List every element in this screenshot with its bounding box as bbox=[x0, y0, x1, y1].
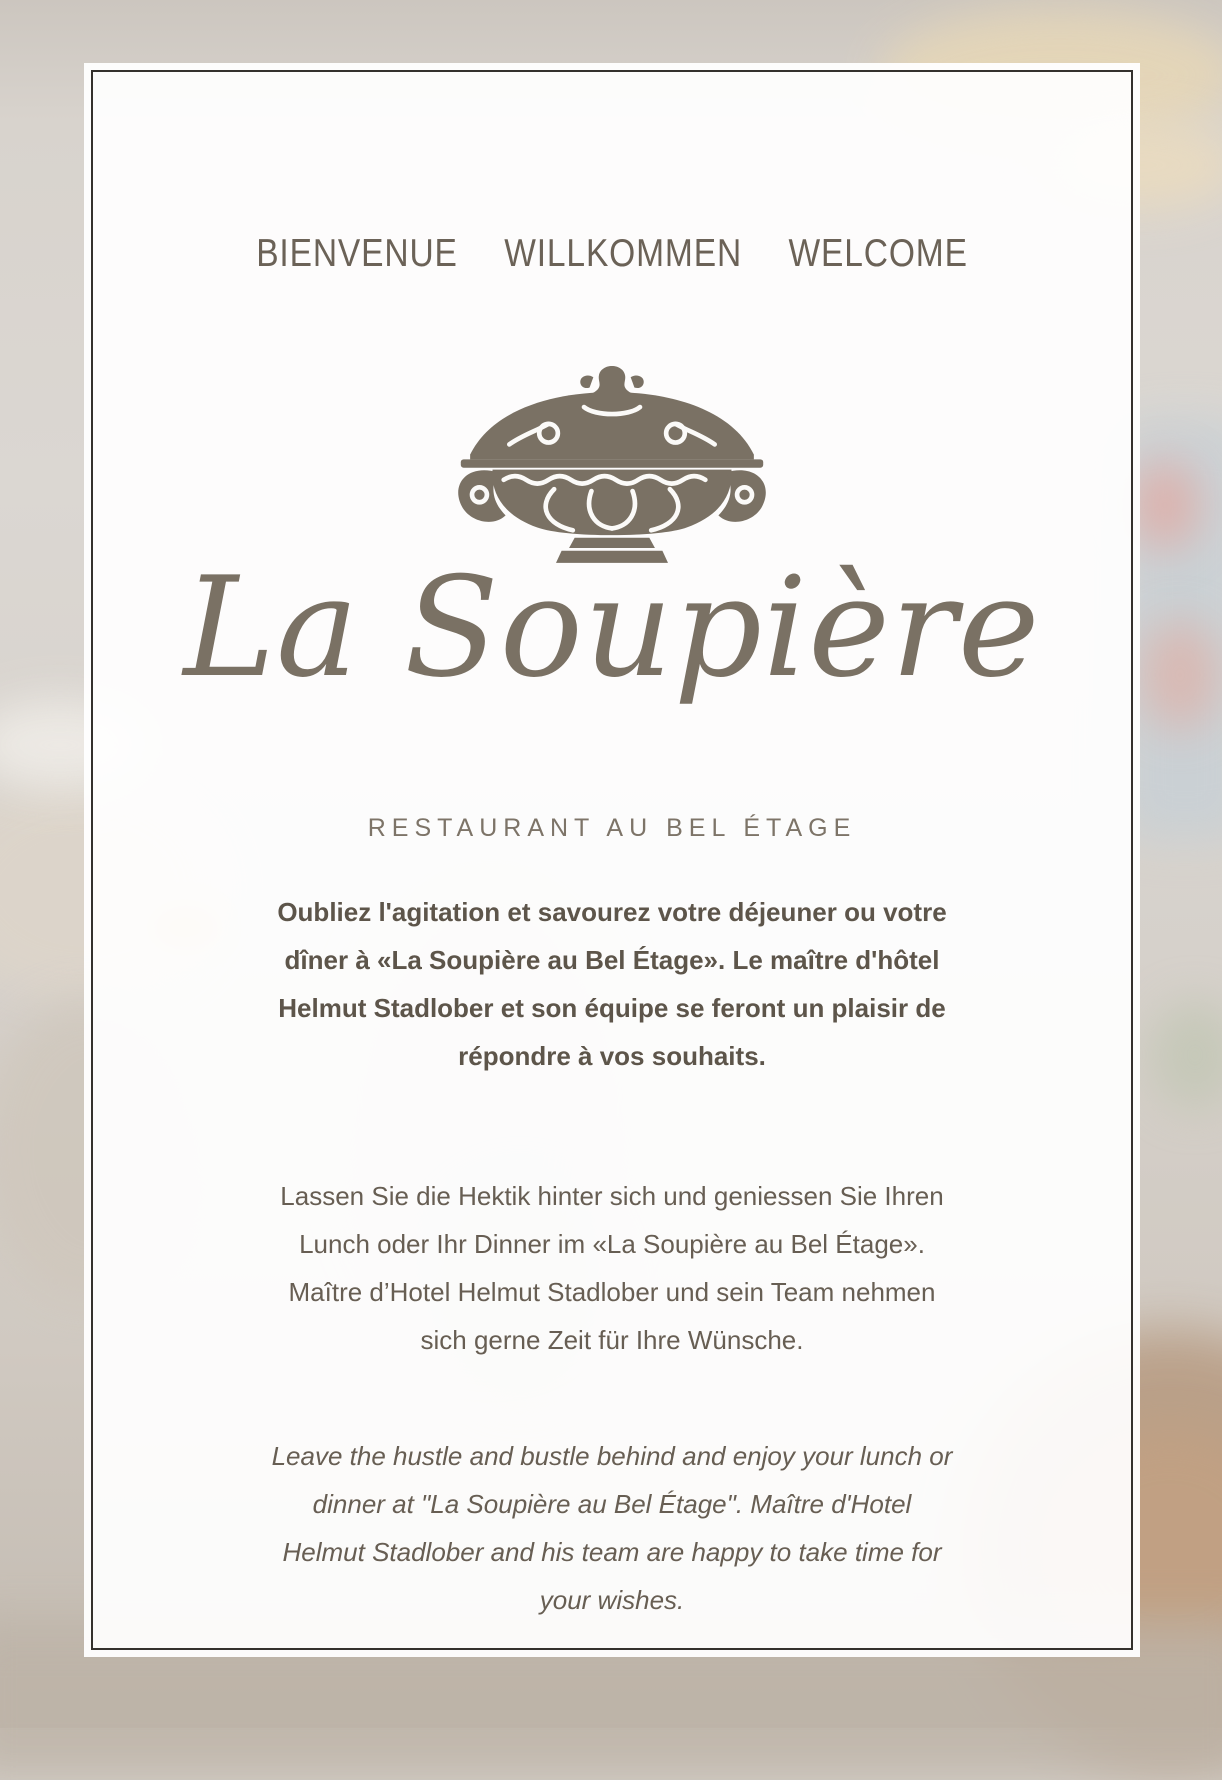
welcome-heading bbox=[166, 232, 1059, 276]
heading-word-english: WELCOME bbox=[788, 232, 968, 275]
menu-card bbox=[91, 70, 1133, 1650]
welcome-paragraph-english: Leave the hustle and bustle behind and enjoy your lunch or dinner at "La Soupière au Bel Étage". Maître d'Hotel Helmut Stadlober and his team are happy to take time for your wishes. bbox=[271, 1441, 953, 1615]
heading-word-german: WILLKOMMEN bbox=[504, 232, 743, 275]
heading-word-french: BIENVENUE bbox=[256, 232, 458, 275]
menu-card-frame bbox=[84, 63, 1140, 1657]
flower-blur bbox=[1140, 620, 1220, 730]
welcome-paragraph-german: Lassen Sie die Hektik hinter sich und geniessen Sie Ihren Lunch oder Ihr Dinner im «La Soupière au Bel Étage». Maître d’Hotel Helmut Stadlober und sein Team nehmen sich gerne Zeit für Ihre Wünsche. bbox=[280, 1181, 944, 1355]
plant-blur bbox=[1150, 1000, 1222, 1110]
flower-blur bbox=[1130, 460, 1200, 550]
brand-name-script: La Soupière bbox=[183, 547, 1041, 708]
welcome-paragraph-french: Oubliez l'agitation et savourez votre déjeuner ou votre dîner à «La Soupière au Bel Étage». Le maître d'hôtel Helmut Stadlober et son équipe se feront un plaisir de répondre à vos souhaits. bbox=[277, 897, 947, 1071]
brand-subtitle: RESTAURANT AU BEL ÉTAGE bbox=[367, 814, 857, 842]
